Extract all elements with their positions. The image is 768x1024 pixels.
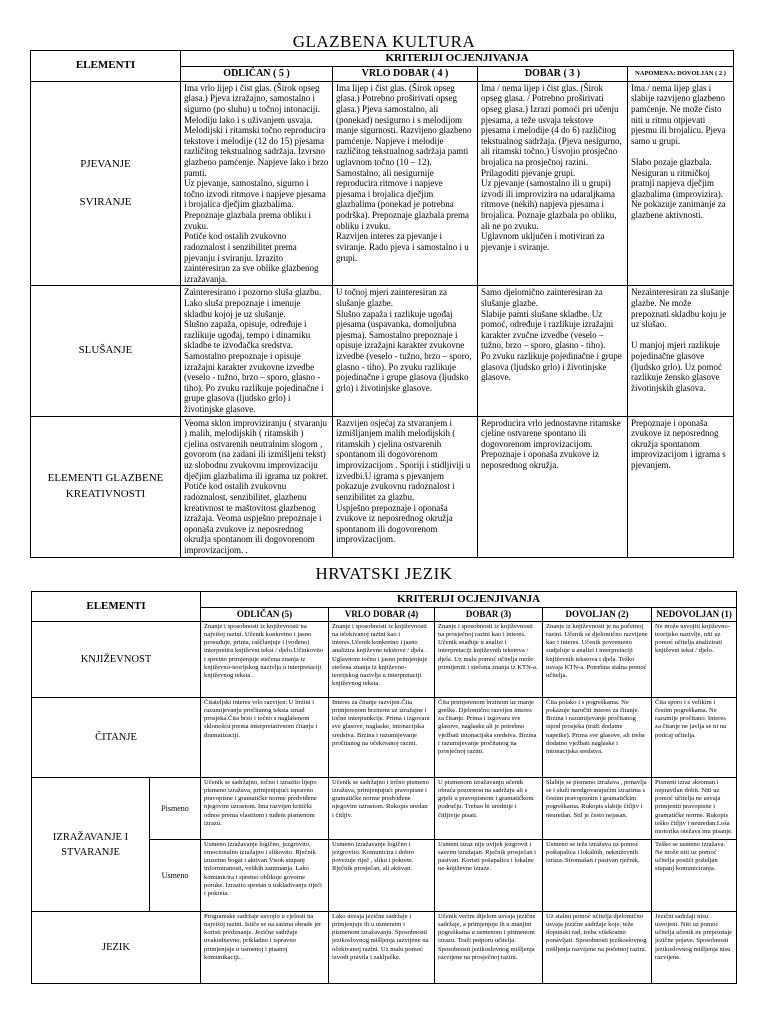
music-criteria-header: KRITERIJI OCJENJIVANJA — [181, 51, 734, 67]
cell-text: Znanje i sposobnosti iz književnosti na očekivanoj razini kao i interes.Učenik konkretno i jasno analizira književne tekstove / djela . Uglavnom točno i jasno primjenjuje stečena znanja iz književno-teorijskog nazivlja u interpretaciji književnog teksta. — [329, 622, 435, 698]
row-label-citanje: ČITANJE — [32, 698, 201, 778]
grade-1-header: NEDOVOLJAN (1) — [652, 608, 737, 622]
cell-text: Nezainteresiran za slušanje glazbe. Ne može prepoznati skladbu koju je uz slušao. U manjoj mjeri razlikuje pojedinačne glasove (ljudsko grlo). Uz pomoć razlikuje žensko glasove životinjskih glasova. — [628, 286, 734, 416]
cell-text: Učenik većim dijelom usvaja jezične sadržaje, a primjenjuje ih u manjim pogreškama u usmenom i pismenom izrazu. Traži potporu učitelja. Sposobnosti jezikoslovnog mišljenja razvijene na prosječnoj razini. — [435, 912, 543, 984]
cell-text: Učenik se sadržajno, točno i izrazito lijepo pismeno izražava, primjenjujući ispravno pravopisne i gramatičke norme predviđene njegovim uzrastom. Ima razvijen kritički odnos prema vlastitom i tuđem pismenom izrazu. — [201, 778, 329, 840]
cell-text: Uz stalnu pomoć učitelja djelomično usvaja jezične sadržaje koje, teže dopunski rad, treba višekratno ponavljati. Sposobnosti jezikoslovnog mišljenja razvijene na početnoj razini. — [543, 912, 652, 984]
croatian-criteria-table — [31, 591, 737, 984]
cell-text: Lako usvaja jezične sadržaje i primjenjuje ih u usmenom i pismenom izražavanju. Sposobnosti jezikoslovnog mišljenja razvijene na očekivanoj razini. Uz malu pomoć izvodi pravila i zaključke. — [329, 912, 435, 984]
cell-text: Ima vrlo lijep i čist glas. (Širok opseg glasa.) Pjeva izražajno, samostalno i sigurno (po sluhu) u točnoj intonaciji. Melodiju lako i s uživanjem usvaja. Melodijski i ritamski točno reproducira tekstove i melodije (12 do 15) pjesama različitog tekstualnog sadržaja. Izvrsno glazbeno pamćenje. Napjeve lako i brzo pamti. Uz pjevanje, samostalno, sigurno i točno izvodi ritmove i napjeve pjesama i brojalica dječjim glazbalima. Prepoznaje glazbala prema obliku i zvuku. Potiče kod ostalih zvukovno radoznalost i senzibilitet prema pjevanju i sviranju. Izrazito zainteresiran za sve oblike glazbenog izražavanja. — [181, 81, 333, 286]
grade-4-header: VRLO DOBAR (4) — [329, 608, 435, 622]
croatian-elements-header: ELEMENTI — [32, 592, 201, 622]
cell-text: Čitateljski interes vrlo razvijen. U brzini i razumijevanju pročitanog teksta iznad prosjeka.Čita brzo i točno s naglašenom sklonošću prema interpretativnom čitanju i dramatizaciji. — [201, 698, 329, 778]
cell-text: Samo djelomično zainteresiran za slušanje glazbe. Slabije pamti slušane skladbe. Uz pomoć, određuje i razlikuje izražajni karakter zvučne izvedbe (veselo – tužno, brzo – sporo, glasno - tiho). Po zvuku razlikuje pojedinačne i grupe glasova (ljudsko grlo) i životinjske glasove. — [478, 286, 628, 416]
cell-text: Pismeni izraz skroman i nepravilan dobit. Niti uz pomoć učitelja ne usvaja primjeniti pravopisne i gramatičke norme. Rukopis teško čitljiv i neuredan.Loša motorika otežava mu pisanje. — [652, 778, 737, 840]
table-row — [32, 912, 737, 984]
cell-text: Zainteresirano i pozorno sluša glazbu. Lako sluša prepoznaje i imenuje skladbu kojoj je uz slušanje. Slušno zapaža, opisuje, određuje i razlikuje ugođaj, tempo i dinamiku skladbe te izvođačka sredstva. Samostalno prepoznaje i opisuje izražajni karakter zvukovne izvedbe (veselo - tužno, brzo – sporo, glasno - tiho). Po zvuku razlikuje pojedinačne i grupe glasova (ljudsko grlo) i životinjske glasove. — [181, 286, 333, 416]
croatian-header-row — [32, 592, 737, 608]
cell-text: Ima lijep i čist glas. (Širok opseg glasa.) Potrebno proširivati opseg glasa.) Pjeva samostalno, ali (ponekad) nesigurno i s melodijom manje sigurnosti. Razvijeno glazbeno pamćenje. Napjeve i melodije različitog tekstualnog sadržaja pamti uglavnom točno (10 – 12). Samostalno, ali nesigurnije reproducira ritmove i napjeve pjesama i brojalica dječjim glazbalima (ponekad je potrebna podrška). Prepoznaje glazbala prema obliku i zvuku. Razvijen interes za pjevanje i sviranje. Rado pjeva i samostalno i u grupi. — [333, 81, 478, 286]
cell-text: Znanje i sposobnosti iz književnosti na najvišoj razini. Učenik konkretno i jasno prosuđuje, prima, raščlanjuje i (vođeno) interpretira književni tekst / djelo.Učinkovito i spretno primjenjuje stečena znanja iz književno-teorijskog nazivlja u interpretaciji književnog teksta . — [201, 622, 329, 698]
cell-text: Čita sporo i s velikim i čestim pogreškama. Ne razumije pročitano. Interes za čitanje ne javlja se ni na poticaj učitelja. — [652, 698, 737, 778]
cell-text: Usmeno izražavanje logično i jezgrovito. Komunicira i dobro povezuje riječ , sliku i pokrete. Rječnik prosječan, ali aktivan. — [329, 840, 435, 912]
cell-text: U pismenom izražavanju učenik obraća pozornost na sadržaju ali s grješi u pravopisnom i gramatičkom području. Trebao bi urednije i čitljivije pisati. — [435, 778, 543, 840]
cell-text: Razvijen osjećaj za stvaranjem i izmišljanjem malih melodijskih ( ritamskih ) cjelina ostvarenih spontanom ili dogovorenom improvizacijom . Sporiji i stidljiviji u izvedbi.U igrama s pjevanjem pokazuje zvukovnu radoznalost i senzibilitet za glazbu. Uspješno prepoznaje i oponaša zvukove iz neposrednog okružja spontanom ili dogovorenom improvizacijom. — [333, 416, 478, 557]
cell-text: Interes za čitanje razvijen.Čita primjerenom brzinom uz izražajne i točne interpunkcije. Prima i izgovara sve glasove, naglaske, intonacijska sredstva. Brzina i razumijevanje pročitanog na očekivanoj razini. — [329, 698, 435, 778]
cell-text: Znanje i sposobnosti iz književnosti na prosječnoj razini kao i interes. Učenik snađuje u analizi i interpretaciji književnih tekstova / djela. Uz malu pomoć učitelja može primijeniti i stečena znanja iz KTN-a. — [435, 622, 543, 698]
cell-text: Programske sadržaje usvojio u cjelosti na najvišoj razini. Ističe se na satima obrade jer koristi predznanje. Jezične sadržaje uvakodnevno, prikladno i ispravno primjenjuje u usmenoj i pisanoj komunikaciji.. — [201, 912, 329, 984]
croatian-criteria-header: KRITERIJI OCJENJIVANJA — [201, 592, 737, 608]
croatian-title: HRVATSKI JEZIK — [315, 564, 453, 583]
table-row — [32, 698, 737, 778]
cell-text: U točnoj mjeri zainteresiran za slušanje glazbe. Slušno zapaža i razlikuje ugođaj pjesama (uspavanka, domoljubna pjesma). Samostalno prepoznaje i opisuje izražajni karakter zvukovne izvedbe (veselo - tužno, brzo – sporo, glasno - tiho). Po zvuku razlikuje pojedinačne i grupe glasova (ljudsko grlo) i životinjske glasove. — [333, 286, 478, 416]
cell-text: Jezični sadržaji nisu usvojeni. Niti uz pomoć učitelja učenik ne prepoznaje jezične pojave. Sposobnosti jezikoslovnog mišljenja nisu razvijene. — [652, 912, 737, 984]
row-label-pjevanje-sviranje — [31, 81, 181, 286]
label-sviranje: SVIRANJE — [79, 195, 132, 208]
cell-text: Usmeno izražavanje logično, jezgrovito, emocionalno izražajno i slikovito. Rječnik izuzetno bogat i aktivan.Visok stupanj informiranosti, velikih zanimanja. Lako komunicira i spretno oblikuje govorne poruke. Izrazito spretan u uskladivanju riječi i pokreta. — [201, 840, 329, 912]
row-label-izrazavanje: IZRAŽAVANJE I STVARANJE — [32, 778, 150, 912]
grade-5-header: ODLIČAN ( 5 ) — [181, 66, 333, 81]
grade-2-header: DOVOLJAN (2) — [543, 608, 652, 622]
row-label-slusanje: SLUŠANJE — [31, 286, 181, 416]
music-elements-header: ELEMENTI — [31, 51, 181, 82]
cell-text: Reproducira vrlo jednostavne ritamske cjeline ostvarene spontano ili dogovorenom improvizacijom. Prepoznaje i oponaša zvukove iz neposrednog okružja. — [478, 416, 628, 557]
table-row — [32, 778, 737, 840]
grade-4-header: VRLO DOBAR ( 4 ) — [333, 66, 478, 81]
music-title: GLAZBENA KULTURA — [292, 32, 476, 51]
cell-text: Usmeno se teže izražava uz pomoć poštapalica i lokalnih, nekniževnih izraza. Siromašan i pasivan rječnik. — [543, 840, 652, 912]
table-row — [31, 416, 734, 557]
grade-3-header: DOBAR (3) — [435, 608, 543, 622]
table-row — [31, 286, 734, 416]
cell-text: Čita primjerenom brzinom uz manje greške. Djelomično razvijen interes za čitanje. Prima i izgovara sve glasove, naglaske ali je potrebno vježbati intonacijska sredstva. Brzina i razumijevanje pročitanog na prosječnoj razini. — [435, 698, 543, 778]
cell-text: Teško se usmeno izražava. Ne može niti uz pomoć učitelja postići poželjan stupanj komuniciranja. — [652, 840, 737, 912]
sub-label-usmeno: Usmeno — [150, 840, 201, 912]
row-label-jezik: JEZIK — [32, 912, 201, 984]
table-row — [32, 622, 737, 698]
cell-text: Čita polako i s pogreškama. Ne pokazuje naročiti interes za čitanje. Brzina i razumijevanje pročitanog ispod prosjeka (traži dodatne napetke). Prima sve glasove, ali treba dodatno vježbati naglaske i intonacijska sredstva. — [543, 698, 652, 778]
cell-text: Slabije se pismeno izražava , ponavlja se i služi neodgovarajućim izrazima s čestim pravopisnim i gramatičkim pogreškama. Rukopis slabije čitljiv i neuredan. Stil je često nejasan. — [543, 778, 652, 840]
music-criteria-table — [30, 50, 734, 558]
cell-text: Veoma sklon improviziranju ( stvaranju ) malih, melodijskih ( ritamskih ) cjelina ostvarenih neutralnim slogom , govorom (na zadani ili izmišljeni tekst) uz slobodnu zvukovnu improvizaciju dječjim glazbalima ili igrama uz pokret. Potiče kod ostalih zvukovnu radoznalost, senzibilitet, glazbenu kreativnost te maštovitost glazbenog izražaja. Veoma uspješno prepoznaje i oponaša zvukove iz neposrednog okružja spontanom ili dogovorenom improvizacijom. . — [181, 416, 333, 557]
cell-text: Prepoznaje i oponaša zvukove iz neposrednog okružja spontanom improvizacijom i igrama s pjevanjem. — [628, 416, 734, 557]
row-label-kreativnost: ELEMENTI GLAZBENE KREATIVNOSTI — [31, 416, 181, 557]
label-pjevanje: PJEVANJE — [80, 157, 131, 170]
grade-5-header: ODLIČAN (5) — [201, 608, 329, 622]
sub-label-pismeno: Pismeno — [150, 778, 201, 840]
cell-text: Ne može usvojiti književno-teorijsko nazivlje, niti uz pomoć učitelja analizirati književni tekst / djelo. — [652, 622, 737, 698]
cell-text: Učenik se sadržajno i točno pismeno izražava, primjenjujući pravopisne i gramatičke norme predviđene njegovim uzrastom. Rukopis uredan i čitljiv. — [329, 778, 435, 840]
cell-text: Znanje iz književnosti je na početnoj razini. Učenik se djelomično razvijene kao i interes. Učenik povremeno sudjeluje u analizi i interpretaciji književnih tekstova i djela. Teško usvaja KTN-a. Potrebna stalna pomoć učitelja. — [543, 622, 652, 698]
grade-3-header: DOBAR ( 3 ) — [478, 66, 628, 81]
row-label-knjizevnost: KNJIŽEVNOST — [32, 622, 201, 698]
cell-text: Ima / nema lijep glas i slabije razvijeno glazbeno pamćenje. Ne može čisto niti u ritmu otpjevati pjesmu ili brojalicu. Pjeva samo u grupi. Slabo pozaje glazbala. Nesiguran u ritmičkoj pratnji napjeva dječjim glazbalima (improvizira). Ne pokazuje zanimanje za glazbene aktivnosti. — [628, 81, 734, 286]
grade-2-header: NAPOMENA: DOVOLJAN ( 2 ) — [628, 66, 734, 81]
cell-text: Usmeni izraz nije uvijek jezgrovit i sasvim izražajan. Rječnik prosječan i pasivan. Koristi pošapalice i lokalne ne-književne izraze. — [435, 840, 543, 912]
cell-text: Ima / nema lijep i čist glas. (Širok opseg glasa. / Potrebno proširivati opseg glasa.) Izrazi pomoći pri učenju pjesama, a teže usvaja tekstove pjesama i melodije (4 do 6) različitog tekstualnog sadržaja. (Pjeva nesigurno, ali ritamski točno.) Usvojio prosječno brojalica na prosječnoj razini. Prilagoditi pjevanje grupi. Uz pjevanje (samostalno ili u grupi) izvodi ili improvizira na udaraljkama ritmove (nekih) napjeva pjesama i brojalica. Poznaje glazbala po obliku, ali ne po zvuku. Uglavnom uključen i motiviran za pjevanje i sviranje. — [478, 81, 628, 286]
music-header-row — [31, 51, 734, 67]
table-row — [31, 81, 734, 286]
